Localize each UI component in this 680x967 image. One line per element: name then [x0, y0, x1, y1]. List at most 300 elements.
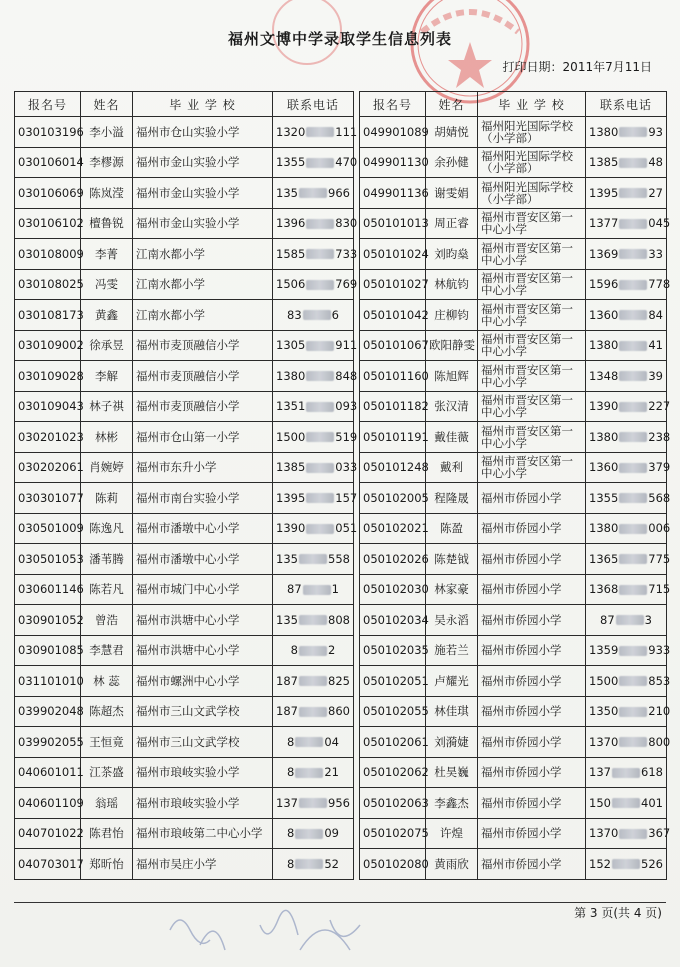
cell-id: 040703017: [15, 849, 81, 880]
cell-school: 福州市仓山第一小学: [133, 422, 273, 453]
redaction-blur: [619, 341, 647, 351]
cell-school: 福州市晋安区第一中心小学: [478, 239, 586, 270]
cell-phone: [273, 574, 354, 605]
cell-name: 周正睿: [426, 208, 478, 239]
phone-head: 1370: [589, 826, 619, 841]
phone-tail: 800: [648, 734, 671, 749]
phone-tail: 238: [648, 429, 671, 444]
redaction-blur: [612, 768, 640, 778]
cell-name: 李慧君: [81, 635, 133, 666]
cell-id: 030109002: [15, 330, 81, 361]
phone-head: 1380: [589, 338, 619, 353]
redaction-blur: [306, 493, 334, 503]
cell-id: 040601109: [15, 788, 81, 819]
phone-tail: 830: [335, 216, 358, 231]
phone-tail: 1: [331, 582, 339, 597]
phone-tail: 2: [328, 643, 336, 658]
cell-school: 福州市晋安区第一中心小学: [478, 269, 586, 300]
cell-id: 030106014: [15, 147, 81, 178]
table-row: [15, 300, 667, 331]
phone-tail: 379: [648, 460, 671, 475]
cell-school: 江南水都小学: [133, 300, 273, 331]
phone-head: 1390: [276, 521, 306, 536]
phone-tail: 966: [328, 185, 350, 200]
phone-tail: 367: [648, 826, 671, 841]
phone-tail: 808: [328, 612, 350, 627]
phone-tail: 09: [324, 826, 339, 841]
cell-school: 福州市洪塘中心小学: [133, 635, 273, 666]
redaction-blur: [303, 310, 331, 320]
cell-school: 福州市侨园小学: [478, 513, 586, 544]
cell-phone: [586, 422, 671, 453]
cell-name: 陈超杰: [81, 696, 133, 727]
cell-name: 江茶盛: [81, 757, 133, 788]
phone-head: 1596: [589, 277, 619, 292]
phone-head: 187: [276, 673, 298, 688]
phone-head: 1368: [589, 582, 619, 597]
cell-id: 030106102: [15, 208, 81, 239]
cell-id: 039902055: [15, 727, 81, 758]
table-row: [15, 361, 667, 392]
phone-tail: 401: [641, 795, 663, 810]
phone-head: 1355: [589, 490, 619, 505]
cell-phone: [586, 300, 667, 331]
cell-id: 030106069: [15, 178, 81, 209]
table-row: [15, 208, 667, 239]
table-row: [15, 757, 667, 788]
phone-tail: 84: [648, 307, 663, 322]
print-date: [503, 58, 652, 75]
phone-head: 1355: [276, 155, 306, 170]
phone-head: 137: [276, 795, 298, 810]
phone-head: 152: [589, 856, 611, 871]
redaction-blur: [299, 646, 327, 656]
header-phone: 联系电话: [273, 92, 354, 117]
cell-phone: [586, 208, 671, 239]
phone-tail: 27: [648, 185, 663, 200]
phone-head: 1365: [589, 551, 619, 566]
cell-name: 曾浩: [81, 605, 133, 636]
cell-phone: [586, 727, 671, 758]
table-header-row: [15, 92, 667, 117]
cell-school: 福州市晋安区第一中心小学: [478, 330, 586, 361]
redaction-blur: [299, 554, 327, 564]
cell-phone: [586, 635, 671, 666]
cell-name: 徐承昱: [81, 330, 133, 361]
phone-tail: 715: [648, 582, 671, 597]
table-row: [15, 483, 667, 514]
cell-school: 福州市侨园小学: [478, 818, 586, 849]
cell-name: 陈楚钺: [426, 544, 478, 575]
phone-tail: 21: [324, 765, 339, 780]
redaction-blur: [295, 768, 323, 778]
cell-school: 福州阳光国际学校（小学部）: [478, 117, 586, 148]
cell-id: 030108025: [15, 269, 81, 300]
phone-head: 1385: [589, 155, 619, 170]
cell-phone: [586, 757, 667, 788]
cell-id: 050102035: [360, 635, 426, 666]
cell-name: 杜昊巍: [426, 757, 478, 788]
table-row: [15, 452, 667, 483]
cell-name: 李解: [81, 361, 133, 392]
cell-id: 030109043: [15, 391, 81, 422]
cell-name: 施若兰: [426, 635, 478, 666]
phone-tail: 39: [648, 368, 663, 383]
redaction-blur: [619, 188, 647, 198]
phone-head: 1390: [589, 399, 619, 414]
redaction-blur: [306, 341, 334, 351]
cell-phone: [586, 452, 671, 483]
table-row: [15, 696, 667, 727]
phone-tail: 52: [324, 856, 339, 871]
cell-id: 039902048: [15, 696, 81, 727]
cell-school: 福州市琅岐第二中心小学: [133, 818, 273, 849]
table-row: [15, 269, 667, 300]
cell-phone: [273, 513, 358, 544]
cell-name: 戴佳薇: [426, 422, 478, 453]
phone-tail: 519: [335, 429, 358, 444]
cell-school: 福州市侨园小学: [478, 666, 586, 697]
cell-name: 刘漪婕: [426, 727, 478, 758]
redaction-blur: [295, 737, 323, 747]
cell-phone: [273, 117, 358, 148]
cell-phone: [586, 178, 667, 209]
phone-head: 1396: [276, 216, 306, 231]
redaction-blur: [619, 463, 647, 473]
phone-tail: 04: [324, 734, 339, 749]
phone-tail: 48: [648, 155, 663, 170]
cell-name: 黄雨欣: [426, 849, 478, 880]
cell-school: 福州市三山文武学校: [133, 696, 273, 727]
phone-head: 1369: [589, 246, 619, 261]
cell-name: 黄鑫: [81, 300, 133, 331]
phone-tail: 93: [648, 124, 663, 139]
cell-school: 福州市麦顶融信小学: [133, 330, 273, 361]
cell-school: 福州市螺洲中心小学: [133, 666, 273, 697]
cell-school: 福州市洪塘中心小学: [133, 605, 273, 636]
cell-phone: [586, 574, 671, 605]
cell-school: 福州市晋安区第一中心小学: [478, 361, 586, 392]
cell-school: 福州市麦顶融信小学: [133, 361, 273, 392]
cell-school: 福州市晋安区第一中心小学: [478, 391, 586, 422]
cell-id: 049901089: [360, 117, 426, 148]
table-row: [15, 422, 667, 453]
cell-phone: [586, 361, 667, 392]
phone-head: 87: [600, 612, 615, 627]
cell-id: 050101027: [360, 269, 426, 300]
table-row: [15, 391, 667, 422]
redaction-blur: [306, 371, 334, 381]
cell-id: 050102062: [360, 757, 426, 788]
cell-name: 陈若凡: [81, 574, 133, 605]
cell-school: 福州市琅岐实验小学: [133, 757, 273, 788]
cell-school: 福州市侨园小学: [478, 727, 586, 758]
phone-tail: 848: [335, 368, 358, 383]
cell-school: 福州市吴庄小学: [133, 849, 273, 880]
cell-id: 050102030: [360, 574, 426, 605]
table-row: [15, 574, 667, 605]
cell-phone: [273, 239, 358, 270]
table-row: [15, 147, 667, 178]
phone-tail: 41: [648, 338, 663, 353]
cell-name: 檀鲁锐: [81, 208, 133, 239]
phone-head: 135: [276, 612, 298, 627]
cell-name: 程隆晟: [426, 483, 478, 514]
cell-phone: [273, 727, 354, 758]
redaction-blur: [299, 798, 327, 808]
redaction-blur: [306, 280, 334, 290]
table-row: [15, 178, 667, 209]
phone-tail: 045: [648, 216, 671, 231]
cell-id: 040601011: [15, 757, 81, 788]
cell-school: 江南水都小学: [133, 269, 273, 300]
cell-id: 050101042: [360, 300, 426, 331]
phone-tail: 33: [648, 246, 663, 261]
table-row: [15, 635, 667, 666]
cell-id: 030301077: [15, 483, 81, 514]
cell-id: 050102021: [360, 513, 426, 544]
cell-id: 050101248: [360, 452, 426, 483]
footer-divider: [14, 902, 666, 903]
cell-name: 李鑫杰: [426, 788, 478, 819]
cell-school: 福州市侨园小学: [478, 635, 586, 666]
cell-id: 049901136: [360, 178, 426, 209]
phone-head: 1360: [589, 460, 619, 475]
cell-phone: [586, 696, 671, 727]
cell-name: 陈逸凡: [81, 513, 133, 544]
cell-phone: [273, 757, 354, 788]
cell-school: 福州市侨园小学: [478, 757, 586, 788]
phone-head: 137: [589, 765, 611, 780]
cell-name: 戴利: [426, 452, 478, 483]
cell-id: 030202061: [15, 452, 81, 483]
phone-tail: 778: [648, 277, 671, 292]
cell-name: 庄柳钧: [426, 300, 478, 331]
redaction-blur: [299, 676, 327, 686]
cell-name: 陈莉: [81, 483, 133, 514]
document-title: 福州文博中学录取学生信息列表: [227, 30, 452, 48]
phone-tail: 526: [641, 856, 663, 871]
cell-phone: [273, 330, 358, 361]
redaction-blur: [619, 676, 647, 686]
cell-id: 030108173: [15, 300, 81, 331]
redaction-blur: [306, 219, 334, 229]
cell-school: 福州市侨园小学: [478, 574, 586, 605]
phone-head: 8: [287, 826, 295, 841]
cell-phone: [586, 330, 667, 361]
cell-name: 林子祺: [81, 391, 133, 422]
cell-name: 林 蕊: [81, 666, 133, 697]
cell-phone: [273, 178, 354, 209]
cell-phone: [586, 483, 671, 514]
header-id: 报名号: [15, 92, 81, 117]
cell-school: 福州市金山实验小学: [133, 178, 273, 209]
cell-phone: [273, 483, 358, 514]
cell-name: 张汉清: [426, 391, 478, 422]
phone-tail: 825: [328, 673, 350, 688]
phone-head: 1348: [589, 368, 619, 383]
redaction-blur: [612, 859, 640, 869]
cell-phone: [273, 818, 354, 849]
cell-id: 050102055: [360, 696, 426, 727]
phone-tail: 051: [335, 521, 358, 536]
phone-head: 1370: [589, 734, 619, 749]
cell-id: 049901130: [360, 147, 426, 178]
cell-id: 030108009: [15, 239, 81, 270]
redaction-blur: [616, 615, 644, 625]
cell-id: 030501009: [15, 513, 81, 544]
phone-head: 1350: [589, 704, 619, 719]
cell-id: 050102063: [360, 788, 426, 819]
redaction-blur: [619, 646, 647, 656]
redaction-blur: [306, 402, 334, 412]
redaction-blur: [612, 798, 640, 808]
cell-id: 050101160: [360, 361, 426, 392]
cell-phone: [586, 849, 667, 880]
cell-id: 050101013: [360, 208, 426, 239]
print-date-label: 打印日期：: [502, 60, 563, 74]
cell-phone: [586, 544, 671, 575]
redaction-blur: [619, 554, 647, 564]
cell-school: 福州市侨园小学: [478, 788, 586, 819]
phone-head: 1320: [276, 124, 306, 139]
table-row: [15, 788, 667, 819]
cell-name: 林家豪: [426, 574, 478, 605]
redaction-blur: [306, 432, 334, 442]
cell-id: 050101024: [360, 239, 426, 270]
redaction-blur: [619, 493, 647, 503]
cell-school: 福州阳光国际学校（小学部）: [478, 147, 586, 178]
cell-school: 福州市晋安区第一中心小学: [478, 422, 586, 453]
header-school: 毕 业 学 校: [478, 92, 586, 117]
phone-head: 135: [276, 551, 298, 566]
cell-school: 福州市潘墩中心小学: [133, 544, 273, 575]
cell-phone: [273, 147, 358, 178]
cell-name: 吴永滔: [426, 605, 478, 636]
cell-name: 卢耀光: [426, 666, 478, 697]
phone-tail: 111: [335, 124, 358, 139]
phone-tail: 956: [328, 795, 350, 810]
page-indicator: 第 3 页(共 4 页): [574, 906, 662, 920]
phone-tail: 860: [328, 704, 350, 719]
cell-name: 林佳琪: [426, 696, 478, 727]
cell-phone: [586, 818, 671, 849]
cell-name: 余孙健: [426, 147, 478, 178]
phone-head: 150: [589, 795, 611, 810]
redaction-blur: [619, 219, 647, 229]
redaction-blur: [619, 158, 647, 168]
phone-head: 1395: [589, 185, 619, 200]
phone-tail: 3: [644, 612, 652, 627]
cell-phone: [586, 269, 671, 300]
phone-head: 1305: [276, 338, 306, 353]
cell-phone: [273, 452, 358, 483]
phone-tail: 933: [648, 643, 671, 658]
cell-id: 050102075: [360, 818, 426, 849]
phone-head: 8: [290, 643, 298, 658]
cell-id: 030103196: [15, 117, 81, 148]
phone-head: 1351: [276, 399, 306, 414]
redaction-blur: [299, 615, 327, 625]
cell-school: 福州市侨园小学: [478, 483, 586, 514]
phone-head: 1395: [276, 490, 306, 505]
cell-id: 031101010: [15, 666, 81, 697]
phone-tail: 470: [335, 155, 358, 170]
table-row: [15, 117, 667, 148]
redaction-blur: [306, 524, 334, 534]
table-row: [15, 818, 667, 849]
redaction-blur: [306, 158, 334, 168]
cell-name: 陈盈: [426, 513, 478, 544]
phone-head: 8: [287, 856, 295, 871]
cell-phone: [586, 513, 671, 544]
cell-phone: [273, 666, 354, 697]
phone-head: 1506: [276, 277, 306, 292]
cell-phone: [586, 117, 667, 148]
cell-phone: [273, 544, 354, 575]
phone-tail: 558: [328, 551, 350, 566]
cell-name: 陈君怡: [81, 818, 133, 849]
cell-school: 福州市晋安区第一中心小学: [478, 452, 586, 483]
phone-tail: 093: [335, 399, 358, 414]
cell-school: 福州市麦顶融信小学: [133, 391, 273, 422]
phone-tail: 6: [331, 307, 339, 322]
cell-school: 福州市三山文武学校: [133, 727, 273, 758]
cell-phone: [586, 666, 671, 697]
redaction-blur: [619, 524, 647, 534]
cell-name: 李樛源: [81, 147, 133, 178]
phone-head: 187: [276, 704, 298, 719]
redaction-blur: [299, 707, 327, 717]
table-row: [15, 330, 667, 361]
table-row: [15, 513, 667, 544]
header-phone: 联系电话: [586, 92, 667, 117]
cell-id: 050101067: [360, 330, 426, 361]
cell-name: 郑昕怡: [81, 849, 133, 880]
phone-tail: 157: [335, 490, 358, 505]
redaction-blur: [295, 859, 323, 869]
cell-id: 030901085: [15, 635, 81, 666]
cell-name: 胡婧悦: [426, 117, 478, 148]
cell-name: 林航钧: [426, 269, 478, 300]
phone-tail: 568: [648, 490, 671, 505]
phone-head: 83: [287, 307, 302, 322]
cell-name: 许煌: [426, 818, 478, 849]
table-row: [15, 849, 667, 880]
phone-tail: 853: [648, 673, 671, 688]
cell-school: 福州市金山实验小学: [133, 208, 273, 239]
header-name: 姓名: [426, 92, 478, 117]
cell-id: 050102005: [360, 483, 426, 514]
table-row: [15, 666, 667, 697]
phone-head: 8: [287, 765, 295, 780]
cell-phone: [273, 269, 358, 300]
cell-id: 030201023: [15, 422, 81, 453]
cell-school: 福州市侨园小学: [478, 696, 586, 727]
cell-name: 王恒竟: [81, 727, 133, 758]
redaction-blur: [306, 463, 334, 473]
redaction-blur: [306, 249, 334, 259]
table-row: [15, 544, 667, 575]
cell-school: 江南水都小学: [133, 239, 273, 270]
cell-name: 欧阳静雯: [426, 330, 478, 361]
print-date-value: 2011年7月11日: [562, 60, 652, 74]
phone-head: 1359: [589, 643, 619, 658]
cell-id: 050102061: [360, 727, 426, 758]
cell-phone: [586, 391, 671, 422]
table-row: [15, 727, 667, 758]
table-row: [15, 239, 667, 270]
